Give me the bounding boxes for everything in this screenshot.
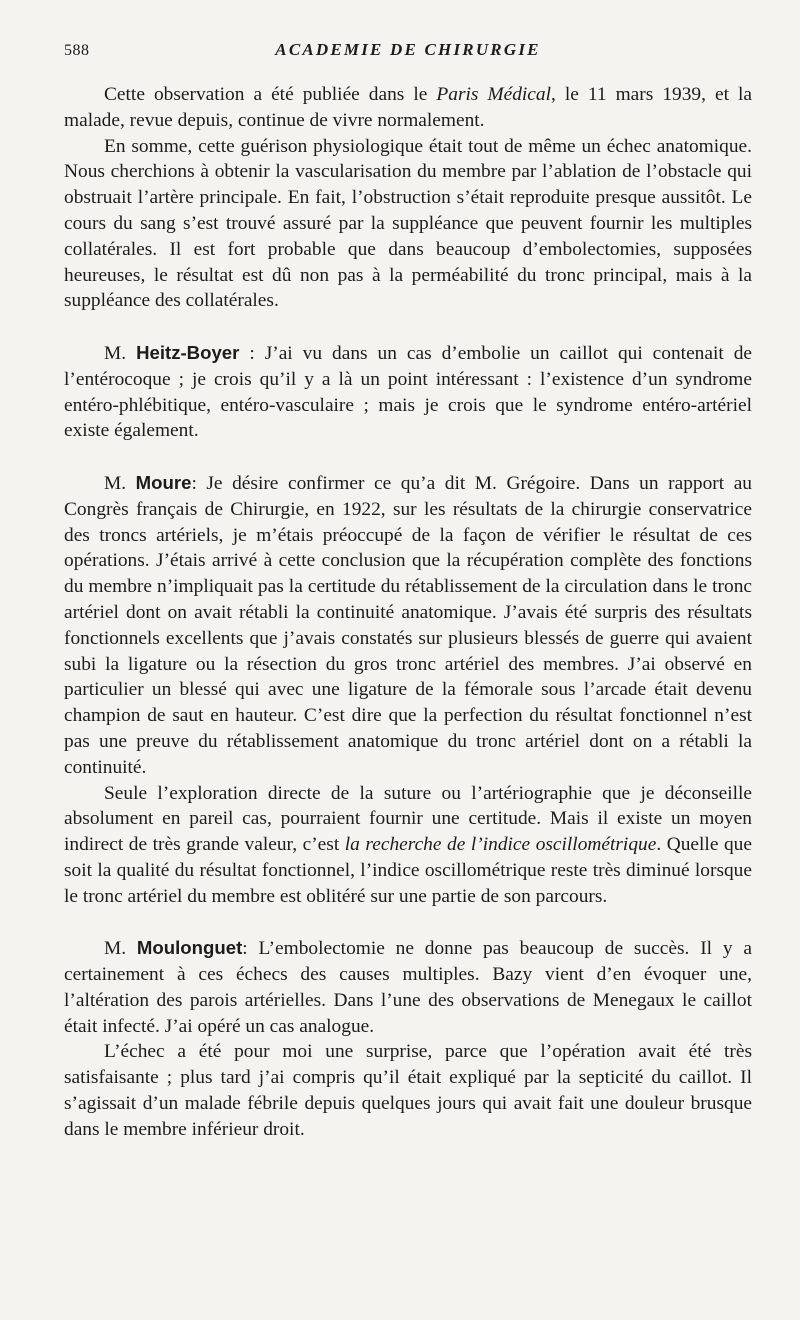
speaker-prefix: M. [104, 938, 137, 960]
paragraph-text: . Quelle que soit la qualité du résultat fonctionnel, l’indice oscillométrique reste très diminué lorsque le tronc artériel du membre est oblitéré sur une partie de son parcours. [64, 834, 752, 907]
paragraph-heitz-boyer [64, 340, 752, 444]
paragraph-moulonguet [64, 935, 752, 1039]
speaker-prefix: M. [104, 472, 136, 494]
speaker-name: Moulonguet [136, 937, 243, 959]
speaker-name: Heitz-Boyer [136, 341, 240, 363]
paragraph-text: : J’ai vu dans un cas d’embolie un caillot qui contenait de l’entérocoque ; je crois qu’il y a là un point intéressant : l’existence d’un syndrome entéro-phlébitique, entéro-vasculaire ; mais je crois que le syndrome entéro-artériel existe également. [64, 342, 753, 442]
speaker-prefix: M. [104, 342, 137, 364]
paragraph-2: En somme, cette guérison physiologique était tout de même un échec anatomique. Nous cherchions à obtenir la vascularisation du membre par l’ablation de l’obstacle qui obstruait l’artère principale. En fait, l’obstruction s’était reproduite presque aussitôt. Le cours du sang s’est trouvé assuré par la suppléance que peuvent fournir les multiples collatérales. Il est fort probable que dans beaucoup d’embolectomies, supposées heureuses, le résultat est dû non pas à la perméabilité du tronc principal, mais à la suppléance des collatérales. [64, 135, 752, 312]
page-header [64, 38, 752, 68]
paragraph-text: Cette observation a été publiée dans le [104, 84, 437, 105]
body-text [64, 82, 752, 1143]
paragraph-1 [64, 82, 752, 134]
paragraph-text: , le 11 mars 1939, et la malade, revue depuis, continue de vivre normalement. [64, 84, 752, 131]
paragraph-5 [64, 781, 752, 910]
journal-title: Paris Médical [436, 84, 551, 105]
paragraph-7: L’échec a été pour moi une surprise, parce que l’opération avait été très satisfaisante ; plus tard j’ai compris qu’il était expliqué par la septicité du caillot. Il s’agissait d’un malade fébrile depuis quelques jours qui avait fait une douleur brusque dans le membre inférieur droit. [64, 1041, 752, 1140]
emphasis-text: la recherche de l’indice oscillométrique [344, 834, 657, 856]
running-title: ACADEMIE DE CHIRURGIE [275, 40, 541, 59]
paragraph-text: Seule l’exploration directe de la suture ou l’artériographie que je déconseille absolument en pareil cas, pourraient fournir une certitude. Mais il existe un moyen indirect de très grande valeur, c’est [64, 782, 752, 856]
page-number: 588 [64, 42, 90, 59]
paragraph-text: : L’embolectomie ne donne pas beaucoup de succès. Il y a certainement à ces échecs des causes multiples. Bazy vient d’en évoquer une, l’altération des parois artérielles. Dans l’une des observations de Menegaux le caillot était infecté. J’ai opéré un cas analogue. [64, 938, 752, 1037]
speaker-name: Moure [135, 471, 192, 493]
paragraph-text: : Je désire confirmer ce qu’a dit M. Grégoire. Dans un rapport au Congrès français de Chirurgie, en 1922, sur les résultats de la chirurgie conservatrice des troncs artériels, je m’étais préoccupé de la façon de vérifier le résultat de ces opérations. J’étais arrivé à cette conclusion que la récupération complète des fonctions du membre n’impliquait pas la certitude du rétablissement de la circulation dans le tronc artériel dont on avait rétabli la continuité anatomique. J’avais été surpris des résultats fonctionnels excellents que j’avais constatés sur plusieurs blessés de guerre qui avaient subi la ligature ou la résection du gros tronc artériel des membres. J’ai observé en particulier un blessé qui avec une ligature de la fémorale sous l’arcade était devenu champion de saut en hauteur. C’est dire que la perfection du résultat fonctionnel n’est pas une preuve du rétablissement anatomique du tronc artériel dont on a rétabli la continuité. [64, 472, 752, 778]
paragraph-moure [64, 470, 752, 781]
